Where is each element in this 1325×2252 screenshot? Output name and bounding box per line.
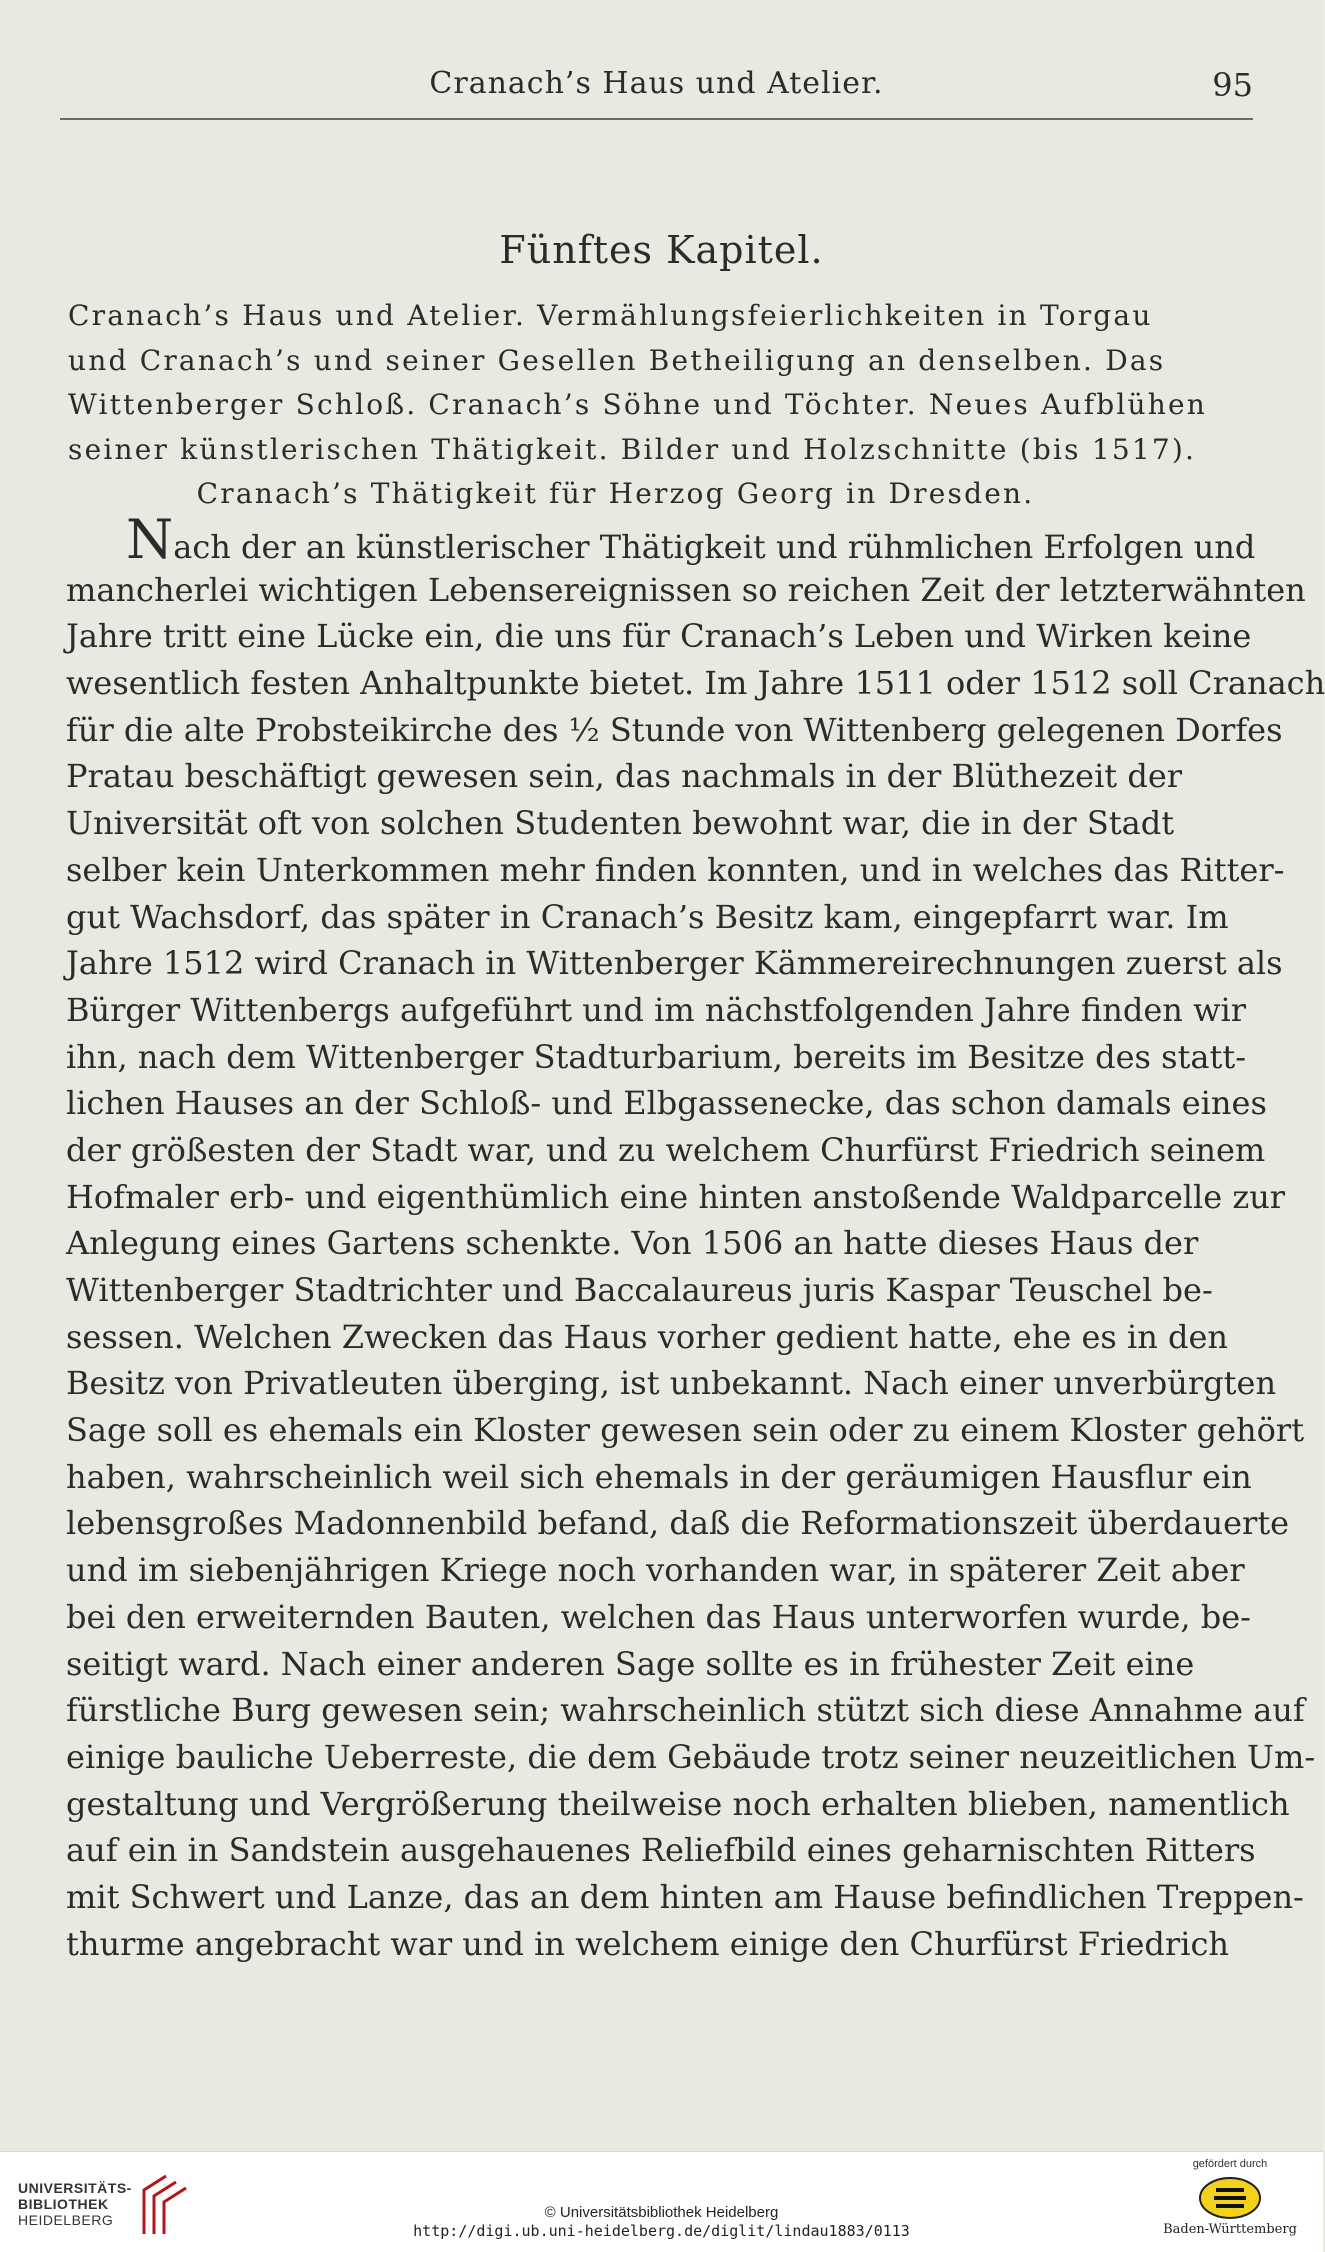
library-emblem-icon (136, 2172, 196, 2238)
sponsor-name: Baden-Württemberg (1163, 2222, 1297, 2237)
body-line: haben, wahrscheinlich weil sich ehemals in der geräumigen Hausflur ein (66, 1457, 1252, 1496)
coat-of-arms-icon (1198, 2176, 1262, 2220)
sponsor-block[interactable] (1155, 2158, 1305, 2237)
body-line: ihn, nach dem Wittenberger Stadturbarium, bereits im Besitze des statt- (66, 1037, 1246, 1076)
body-line: bei den erweiternden Bauten, welchen das Haus unterworfen wurde, be- (66, 1597, 1251, 1636)
body-line: für die alte Probsteikirche des ½ Stunde von Wittenberg gelegenen Dorfes (66, 710, 1283, 749)
body-line: selber kein Unterkommen mehr finden konnten, und in welches das Ritter- (66, 850, 1285, 889)
body-line: lichen Hauses an der Schloß- und Elbgassenecke, das schon damals eines (66, 1084, 1267, 1123)
body-line: fürstliche Burg gewesen sein; wahrscheinlich stützt sich diese Annahme auf (66, 1691, 1305, 1730)
permalink[interactable]: http://digi.ub.uni-heidelberg.de/diglit/lindau1883/0113 (413, 2222, 910, 2240)
header-rule (60, 118, 1253, 120)
body-line: seitigt ward. Nach einer anderen Sage sollte es in frühester Zeit eine (66, 1644, 1195, 1683)
body-line: einige bauliche Ueberreste, die dem Gebäude trotz seiner neuzeitlichen Um- (66, 1737, 1316, 1776)
summary-line: Cranach’s Thätigkeit für Herzog Georg in Dresden. (196, 477, 1035, 510)
body-line: mit Schwert und Lanze, das an dem hinten am Hause befindlichen Treppen- (66, 1877, 1304, 1916)
body-line: sessen. Welchen Zwecken das Haus vorher gedient hatte, ehe es in den (66, 1317, 1229, 1356)
body-line: gestaltung und Vergrößerung theilweise noch erhalten blieben, namentlich (66, 1784, 1290, 1823)
footer-credits (360, 2204, 963, 2240)
chapter-summary (68, 294, 1208, 517)
summary-line: Cranach’s Haus und Atelier. Vermählungsfeierlichkeiten in Torgau (68, 299, 1153, 332)
body-line: Jahre tritt eine Lücke ein, die uns für Cranach’s Leben und Wirken keine (66, 617, 1252, 656)
summary-line: und Cranach’s und seiner Gesellen Betheiligung an denselben. Das (68, 343, 1166, 377)
page-number: 95 (1212, 66, 1253, 104)
summary-line: Wittenberger Schloß. Cranach’s Söhne und Töchter. Neues Aufblühen (68, 388, 1208, 421)
body-line: und im siebenjährigen Kriege noch vorhanden war, in späterer Zeit aber (66, 1551, 1245, 1590)
copyright-text: © Universitätsbibliothek Heidelberg (544, 2204, 779, 2221)
library-name (18, 2180, 132, 2228)
body-line: Besitz von Privatleuten überging, ist unbekannt. Nach einer unverbürgten (66, 1364, 1277, 1403)
body-line: Universität oft von solchen Studenten bewohnt war, die in der Stadt (66, 804, 1175, 843)
body-line: gut Wachsdorf, das später in Cranach’s Besitz kam, eingepfarrt war. Im (66, 897, 1229, 936)
body-line-text: ach der an künstlerischer Thätigkeit und rühmlichen Erfolgen und (173, 528, 1256, 566)
body-line: Sage soll es ehemals ein Kloster gewesen sein oder zu einem Kloster gehört (66, 1411, 1305, 1450)
body-text (66, 508, 1325, 1967)
body-line: Anlegung eines Gartens schenkte. Von 1506 an hatte dieses Haus der (66, 1224, 1199, 1263)
library-logo[interactable] (18, 2172, 228, 2242)
drop-cap: N (126, 508, 174, 571)
body-line: auf ein in Sandstein ausgehauenes Reliefbild eines geharnischten Ritters (66, 1831, 1256, 1870)
library-name-line: UNIVERSITÄTS- (18, 2180, 132, 2196)
sponsor-caption: gefördert durch (1192, 2158, 1268, 2170)
body-line: lebensgroßes Madonnenbild befand, daß die Reformationszeit überdauerte (66, 1504, 1290, 1543)
chapter-title: Fünftes Kapitel. (499, 228, 824, 272)
body-line: Wittenberger Stadtrichter und Baccalaureus juris Kaspar Teuschel be- (66, 1271, 1213, 1309)
library-name-line: BIBLIOTHEK (18, 2196, 109, 2212)
footer-bar (0, 2151, 1323, 2252)
body-line: thurme angebracht war und in welchem einige den Churfürst Friedrich (66, 1924, 1229, 1963)
body-line: Bürger Wittenbergs aufgeführt und im nächstfolgenden Jahre finden wir (66, 990, 1246, 1029)
body-line-first (66, 508, 1256, 571)
summary-line: seiner künstlerischen Thätigkeit. Bilder und Holzschnitte (bis 1517). (68, 432, 1197, 466)
library-name-line: HEIDELBERG (18, 2212, 114, 2228)
body-line: Pratau beschäftigt gewesen sein, das nachmals in der Blüthezeit der (66, 757, 1183, 796)
body-line: Jahre 1512 wird Cranach in Wittenberger Kämmereirechnungen zuerst als (66, 944, 1283, 983)
running-title: Cranach’s Haus und Atelier. (429, 66, 884, 101)
body-line: der größesten der Stadt war, und zu welchem Churfürst Friedrich seinem (66, 1130, 1266, 1169)
body-line: mancherlei wichtigen Lebensereignissen so reichen Zeit der letzterwähnten (66, 570, 1306, 609)
body-line: wesentlich festen Anhaltpunkte bietet. Im Jahre 1511 oder 1512 soll Cranach (66, 664, 1325, 703)
running-head (60, 62, 1253, 114)
body-line: Hofmaler erb- und eigenthümlich eine hinten anstoßende Waldparcelle zur (66, 1177, 1286, 1216)
